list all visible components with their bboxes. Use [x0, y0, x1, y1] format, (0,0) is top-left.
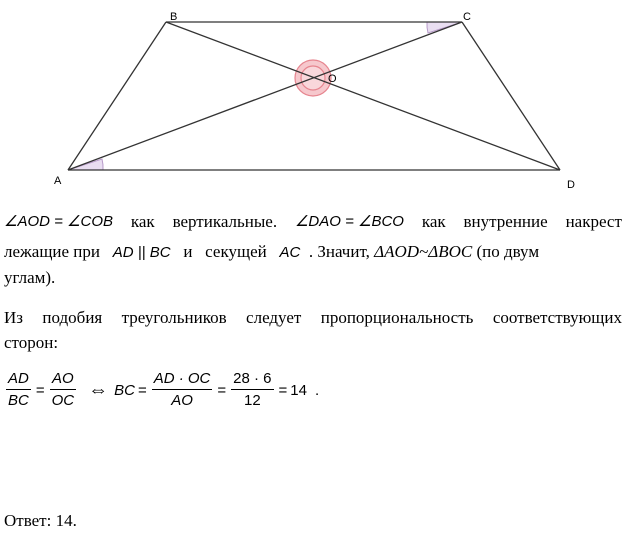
para1-line3 [4, 268, 622, 288]
period: . [314, 381, 320, 399]
bc-variable: BC [114, 381, 135, 399]
text-word: подобия [42, 308, 103, 327]
numerator: AD [6, 370, 31, 390]
fraction-ad-bc [6, 370, 31, 410]
angle-equality-1: ∠AOD = ∠COB [4, 213, 113, 230]
equals-sign: = [137, 381, 147, 399]
label-a: A [54, 175, 62, 187]
diagonal-bd [166, 22, 560, 170]
numerator: AO [50, 370, 76, 390]
denominator: BC [8, 392, 29, 409]
text-word: как [130, 212, 155, 231]
denominator: AO [171, 392, 193, 409]
fraction-numeric [231, 370, 273, 410]
text-word: накрест [565, 212, 622, 231]
para1-line2 [4, 242, 622, 263]
text-word: внутренние [463, 212, 548, 231]
text-word: соответствующих [492, 308, 622, 327]
label-d: D [567, 179, 575, 191]
parallel-expression: AD || BC [112, 244, 171, 261]
denominator: OC [51, 392, 75, 409]
para2-line2 [4, 333, 622, 353]
side-ab [68, 22, 166, 170]
denominator: 12 [243, 392, 261, 409]
text-word: и [183, 242, 193, 261]
text-segment: (по двум [476, 242, 540, 261]
equals-sign: = [278, 381, 288, 399]
result-value: 14 [290, 381, 307, 399]
label-o: O [328, 73, 337, 85]
answer-text: Ответ: 14. [4, 511, 77, 530]
text-segment: углам). [4, 268, 56, 287]
equals-sign: = [35, 381, 45, 399]
text-word: следует [246, 308, 302, 327]
side-cd [462, 22, 560, 170]
answer-line [4, 511, 622, 531]
proportion-equation [4, 370, 319, 410]
text-segment: . Значит, [308, 242, 370, 261]
fraction-ao-oc [50, 370, 77, 410]
text-word: треугольников [121, 308, 227, 327]
numerator: 28 · 6 [231, 370, 273, 390]
text-segment: лежащие при [4, 242, 100, 261]
angle-equality-2: ∠DAO = ∠BCO [294, 213, 404, 230]
equals-sign: = [217, 381, 227, 399]
text-word: как [421, 212, 446, 231]
trapezoid-figure [0, 0, 628, 200]
text-word: вертикальные. [172, 212, 278, 231]
para1-line1 [4, 212, 622, 232]
equivalence-arrow: ⇔ [88, 378, 109, 401]
text-word: пропорциональность [320, 308, 474, 327]
text-segment: сторон: [4, 333, 59, 352]
text-word: Из [4, 308, 23, 327]
label-c: C [463, 11, 471, 23]
fraction-adoc-ao [152, 370, 213, 410]
numerator: AD · OC [152, 370, 213, 390]
text-word: секущей [205, 242, 267, 261]
diagonal-ac [68, 22, 462, 170]
label-b: B [170, 11, 178, 23]
similarity-statement: ΔAOD~ΔBOC [374, 242, 473, 261]
secant-name: AC [279, 244, 301, 261]
para2-line1 [4, 308, 622, 328]
